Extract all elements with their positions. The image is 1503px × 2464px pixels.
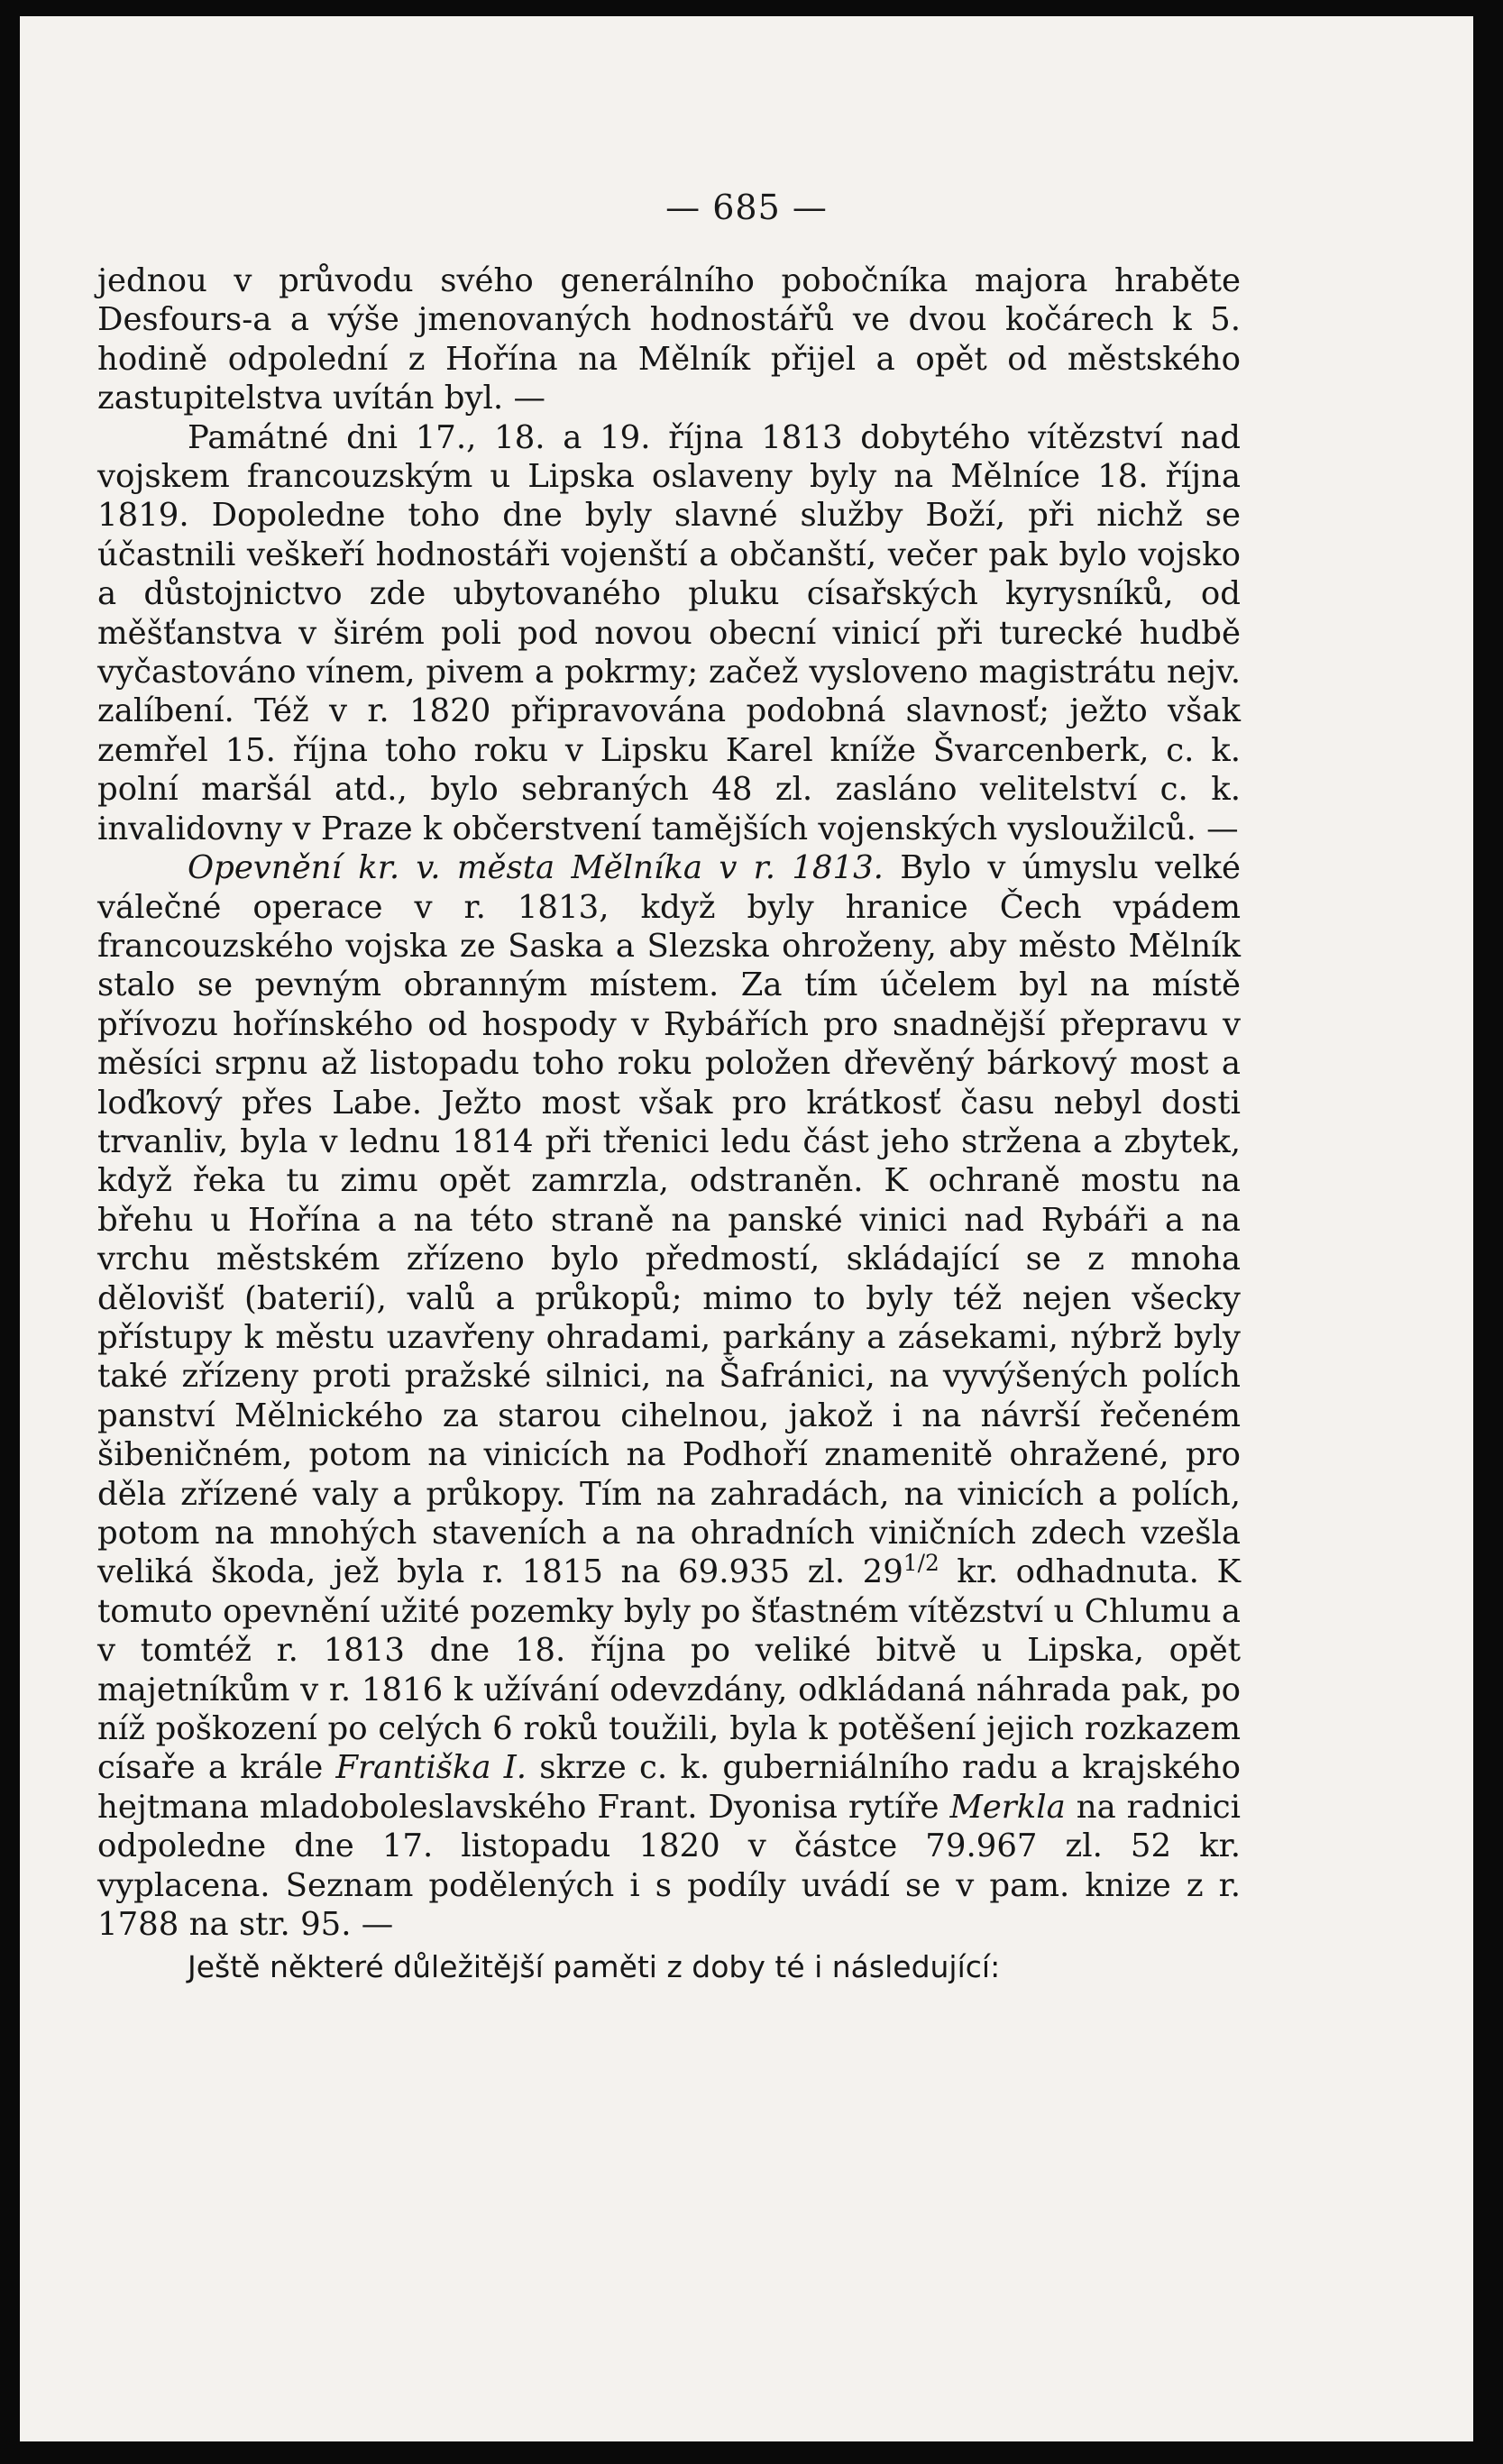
text-segment: Památné dni 17., 18. a 19. října 1813 dobytého vítězství nad vojskem francouzským u Lipska oslaveny byly na Mělníce 18. října 1819. Dopoledne toho dne byly slavné služby Boží, při nichž se účastnili veškeří hodnostáři vojenští a občanští, večer pak bylo vojsko a důstojnictvo zde ubytovaného pluku císařských kyrysníků, od měšťanstva v širém poli pod novou obecní vinicí při turecké hudbě vyčastováno vínem, pivem a pokrmy; začež vysloveno magistrátu nejv. zalíbení. Též v r. 1820 připravována podobná slavnosť; ježto však zemřel 15. října toho roku v Lipsku Karel kníže Švarcenberk, c. k. polní maršál atd., bylo sebraných 48 zl. zasláno velitelství c. k. invalidovny v Praze k občerstvení tamějších vojenských vysloužilců. — [97, 418, 1241, 847]
italic-text: Františka I. [335, 1749, 527, 1787]
text-segment: skrze c. k. guberniálního radu a krajského hejtmana mladoboleslavského Frant. Dyonisa rytíře [97, 1749, 1241, 1826]
paragraph-1 [97, 261, 1241, 418]
paragraph-3 [97, 848, 1241, 1944]
text-segment: Bylo v úmyslu velké válečné operace v r. 1813, když byly hranice Čech vpádem francouzského vojska ze Saska a Slezska ohroženy, aby město Mělník stalo se pevným obranným místem. Za tím účelem byl na místě přívozu hořínského od hospody v Rybářích pro snadnější přepravu v měsíci srpnu až listopadu toho roku položen dřevěný bárkový most a loďkový přes Labe. Ježto most však pro krátkosť času nebyl dosti trvanliv, byla v lednu 1814 při třenici ledu část jeho stržena a zbytek, když řeka tu zimu opět zamrzla, odstraněn. K ochraně mostu na břehu u Hořína a na této straně na panské vinici nad Rybáři a na vrchu městském zřízeno bylo předmostí, skládající se z mnoha dělovišť (baterií), valů a průkopů; mimo to byly též nejen všecky přístupy k městu uzavřeny ohradami, parkány a zásekami, nýbrž byly také zřízeny proti pražské silnici, na Šafránici, na vyvýšených polích panství Mělnického za starou cihelnou, jakož i na návrší řečeném šibeničném, potom na vinicích na Podhoří znamenitě ohražené, pro děla zřízené valy a průkopy. Tím na zahradách, na vinicích a polích, potom na mnohých staveních a na ohradních viničních zdech vzešla veliká škoda, jež byla r. 1815 na 69.935 zl. 29 [97, 849, 1241, 1591]
paragraph-2 [97, 418, 1241, 848]
italic-text: Merkla [949, 1788, 1066, 1826]
text-segment: na radnici odpoledne dne 17. listopadu 1820 v částce 79.967 zl. 52 kr. vyplacena. Seznam podělených i s podíly uvádí se v pam. knize z r. 1788 na str. 95. — [97, 1788, 1241, 1944]
text-segment: Ještě některé důležitější paměti z doby té i následující: [188, 1949, 1001, 1985]
fraction: 1/2 [903, 1550, 939, 1577]
body-text [97, 261, 1241, 1987]
italic-text: Opevnění kr. v. města Mělníka v r. 1813. [188, 849, 884, 887]
paragraph-4 [97, 1947, 1241, 1986]
text-segment: jednou v průvodu svého generálního pobočníka majora hraběte Desfours-a a výše jmenovaných hodnostářů ve dvou kočárech k 5. hodině odpolední z Hořína na Mělník přijel a opět od městského zastupitelstva uvítán byl. — [97, 262, 1241, 417]
page-number: — 685 — [665, 188, 828, 227]
text-segment: kr. odhadnuta. K tomuto opevnění užité pozemky byly po šťastném vítězství u Chlumu a v tomtéž r. 1813 dne 18. října po veliké bitvě u Lipska, opět majetníkům v r. 1816 k užívání odevzdány, odkládaná náhrada pak, po níž poškození po celých 6 roků toužili, byla k potěšení jejich rozkazem císaře a krále [97, 1553, 1241, 1787]
book-page [20, 16, 1473, 2441]
